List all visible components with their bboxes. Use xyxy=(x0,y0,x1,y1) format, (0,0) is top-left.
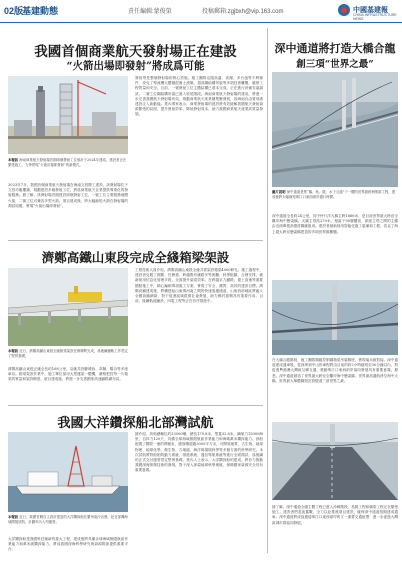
caption-lead: 本報訊 xyxy=(8,349,19,353)
article4-body-left: 大洋鑽探船是我國科技創新的重大工程，建成後將具備全球海域無限航區作業能力和萬米級鑽探能力，將爲我國深海科學研究與資源勘探提供重要平台。 xyxy=(8,537,128,552)
article4-body-right: 據介紹，該船總噸位約33000噸，總長179.8米，型寬32.8米，續航力15000海里，自持力120天，具備全球海域無限航區作業能力和海域萬米鑽探能力。該船配置了國際一流的實驗室，總面積超過3000平方米，可開展地質、古生物、地球物理、地球化學、微生物、古地磁、海洋與環境科學等多個方面的科學研究。本次試航將對船舶的動力系統、推進系統、通信導航系統等進行全面測試，爲後續的正式交付運營奠定堅實基礎。業內人士表示，大洋鑽探船的建成，將有力推動我國深海探測技術的發展，對于深入探索地球科學奧秘、保障國家資源安全具有重要意義。 xyxy=(135,432,263,473)
rail-photo xyxy=(8,268,128,346)
caption-lead: 本報訊 xyxy=(8,158,19,162)
article2-body-2: 在大橋合龍階段，施工團隊精確控制鋼箱梁吊裝精度，實現毫米級對接。深中通道建成通車後，從深圳到中山的車程將由目前的約2小時縮短至30分鐘以內，對促進粵港澳大灣區互聯互通、推動珠江口東西兩岸協同發展具有重要意義。據悉，深中通道創造了世界最大跨徑全離岸海中懸索橋、世界最高通航淨空海中大橋、世界最大單體鋼殼沉管隧道三項世界之最。 xyxy=(272,358,398,383)
article3-body-right: 工程技術人員介紹，濟鄭高鐵山東段全綫共需架設箱梁4000餘孔。施工過程中，建設者克服工期緊、任務重、跨越既有綫路多等困難，科學組織、合理安排，創新採用信息化管理手段，全面提升架梁效率。在跨越京九鐵路、德上高速等重要節點施工中，精心編制專項施工方案，實現了安全、優質、高效的建設目標。濟鄭高鐵建成後，將構建起山東與河南之間的快速客運通道，山東西部地區將融入全國高鐵網絡，對于促進區域經濟社會發展、助力鄉村振興具有重要作用。目前，後續軌道鋪設、四電工程等正在有序推進中。 xyxy=(135,268,263,304)
article4-title: 我國大洋鑽探船北部灣試航 xyxy=(57,416,214,431)
submission-email: 投稿郵箱:zgjbxh@vip.163.com xyxy=(202,9,284,15)
bridge-photo-middle xyxy=(272,280,398,355)
article3-caption xyxy=(8,349,128,365)
newspaper-logo xyxy=(338,3,400,19)
caption-text: 海南商業航天發射場首期兩個發射工位預計于2024年建成。建設者正在緊張施工，力爭實現“火箭出場即發射”的新模式。 xyxy=(8,158,127,167)
divider xyxy=(8,405,263,406)
logo-name: 中國基建報 xyxy=(353,7,388,14)
article3-title: 濟鄭高鐵山東段完成全綫箱梁架設 xyxy=(41,250,230,265)
article1-title: 我國首個商業航天發射場正在建設 xyxy=(34,44,237,60)
launch-site-photo xyxy=(8,76,128,154)
caption-text: 近日，濟鄭高鐵山東段全綫箱梁架設任務順利完成，爲後續鋪軌工作奠定了堅實基礎。 xyxy=(8,349,128,358)
article1-caption xyxy=(8,158,128,180)
bottom-right-text: 據了解，深中通道全綫主體工程已進入沖刺階段，島隧工程和橋梁工程正在緊張施工。建設者們晝夜奮戰，全力以赴推進項目建設，確保深中通道按期建成通車。深中通道將成爲連接珠江口東西兩岸的又一重要交通紐帶，進一步促進大灣區城市群協同發展。 xyxy=(272,505,398,525)
divider xyxy=(8,240,263,241)
article2-subtitle: 創三項“世界之最” xyxy=(296,59,374,70)
caption-text: 近日，我國首艘自主設計建造的大洋鑽探船在廣州南沙出發，赴北部灣海域開展試航，計劃年內入列運營。 xyxy=(8,515,128,524)
bridge-photo-top xyxy=(272,72,398,187)
article2-body-1: 深中通道全長約24公里，其中伶仃洋大橋主跨1666米，是目前世界最大跨徑全離岸海中懸索橋。大橋主塔高270米，相當于90層樓高，兩座主塔之間的主纜由近兩萬根高強度鋼絲組成。建設者創新採用智能化施工裝備和工藝，攻克了海上超大跨徑懸索橋建造的多項世界級難題。 xyxy=(272,214,398,234)
column-divider xyxy=(267,28,268,553)
article1-body-left: 2023年7月，我國首個商業航天發射場在海南文昌開工建設。該發射場位于文昌市龍樓鎮，規劃建設多個發射工位，將爲商業航天企業提供專業化的發射服務。據了解，該發射場首期建設兩個發射工位，一號工位主要服務液體火箭，二號工位可兼容多型火箭。項目建成後，將大幅縮短火箭在發射場的測試周期，實現“火箭出場即發射”。 xyxy=(8,183,128,208)
caption-text: 深中通道是集“橋、島、隧、水下互通”于一體的世界級跨海集群工程，建成後將大幅縮短珠江口東西兩岸通行時間。 xyxy=(272,190,396,199)
article1-body-right: 發射塔是整個發射場的核心設施。施工團隊克服高溫、高濕、多台風等不利條件，攻克了導流槽大體積混凝土澆築、超高鋼結構吊裝等多項技術難題，確保工程質量和安全。目前，一號發射工位主體結構已基本完成，正在進行設備安裝調試；二號工位鋼結構吊裝已進入收尾階段。海南商業航天發射場的建成，將進一步完善我國航天發射場布局，推動商業航天產業鏈集聚發展，爲海南自由貿易港建設注入新動能。業內專家表示，商業發射場的建設將有效緩解我國航天發射資源緊張的局面，提升發射效率、降低發射成本，助力我國商業航天產業高質量發展。 xyxy=(135,76,263,117)
caption-lead: 圖片說明 xyxy=(272,190,286,194)
editor-credit: 責任編輯:蒙俊榮 xyxy=(128,9,172,15)
page-number: 02版 xyxy=(4,6,24,16)
article3-body-left: 濟鄭高鐵山東段正綫全長約168公里，沿綫共設聊城西、莘縣、陽谷等多座車站。箱梁架設作業中，施工單位採用大型運架一體機，嚴格把控每一片箱梁的質量和架設精度。項目建成後，將進一步完善國家高速鐵路網布局。 xyxy=(8,367,128,382)
caption-lead: 本報訊 xyxy=(8,515,19,519)
logo-icon xyxy=(338,4,350,16)
section-title: 基建動態 xyxy=(22,6,59,16)
article2-title: 深中通道將打造大橋合龍 xyxy=(274,42,396,55)
page-header xyxy=(0,0,402,23)
article1-subtitle: “火箭出場即發射”將成爲可能 xyxy=(66,60,205,72)
article2-caption xyxy=(272,190,398,212)
logo-subtitle: CHINA INFRASTRUCTURE NEWS xyxy=(353,13,397,21)
drilling-ship-photo xyxy=(8,432,128,512)
article4-caption xyxy=(8,515,128,535)
bridge-deck-photo xyxy=(272,422,398,500)
